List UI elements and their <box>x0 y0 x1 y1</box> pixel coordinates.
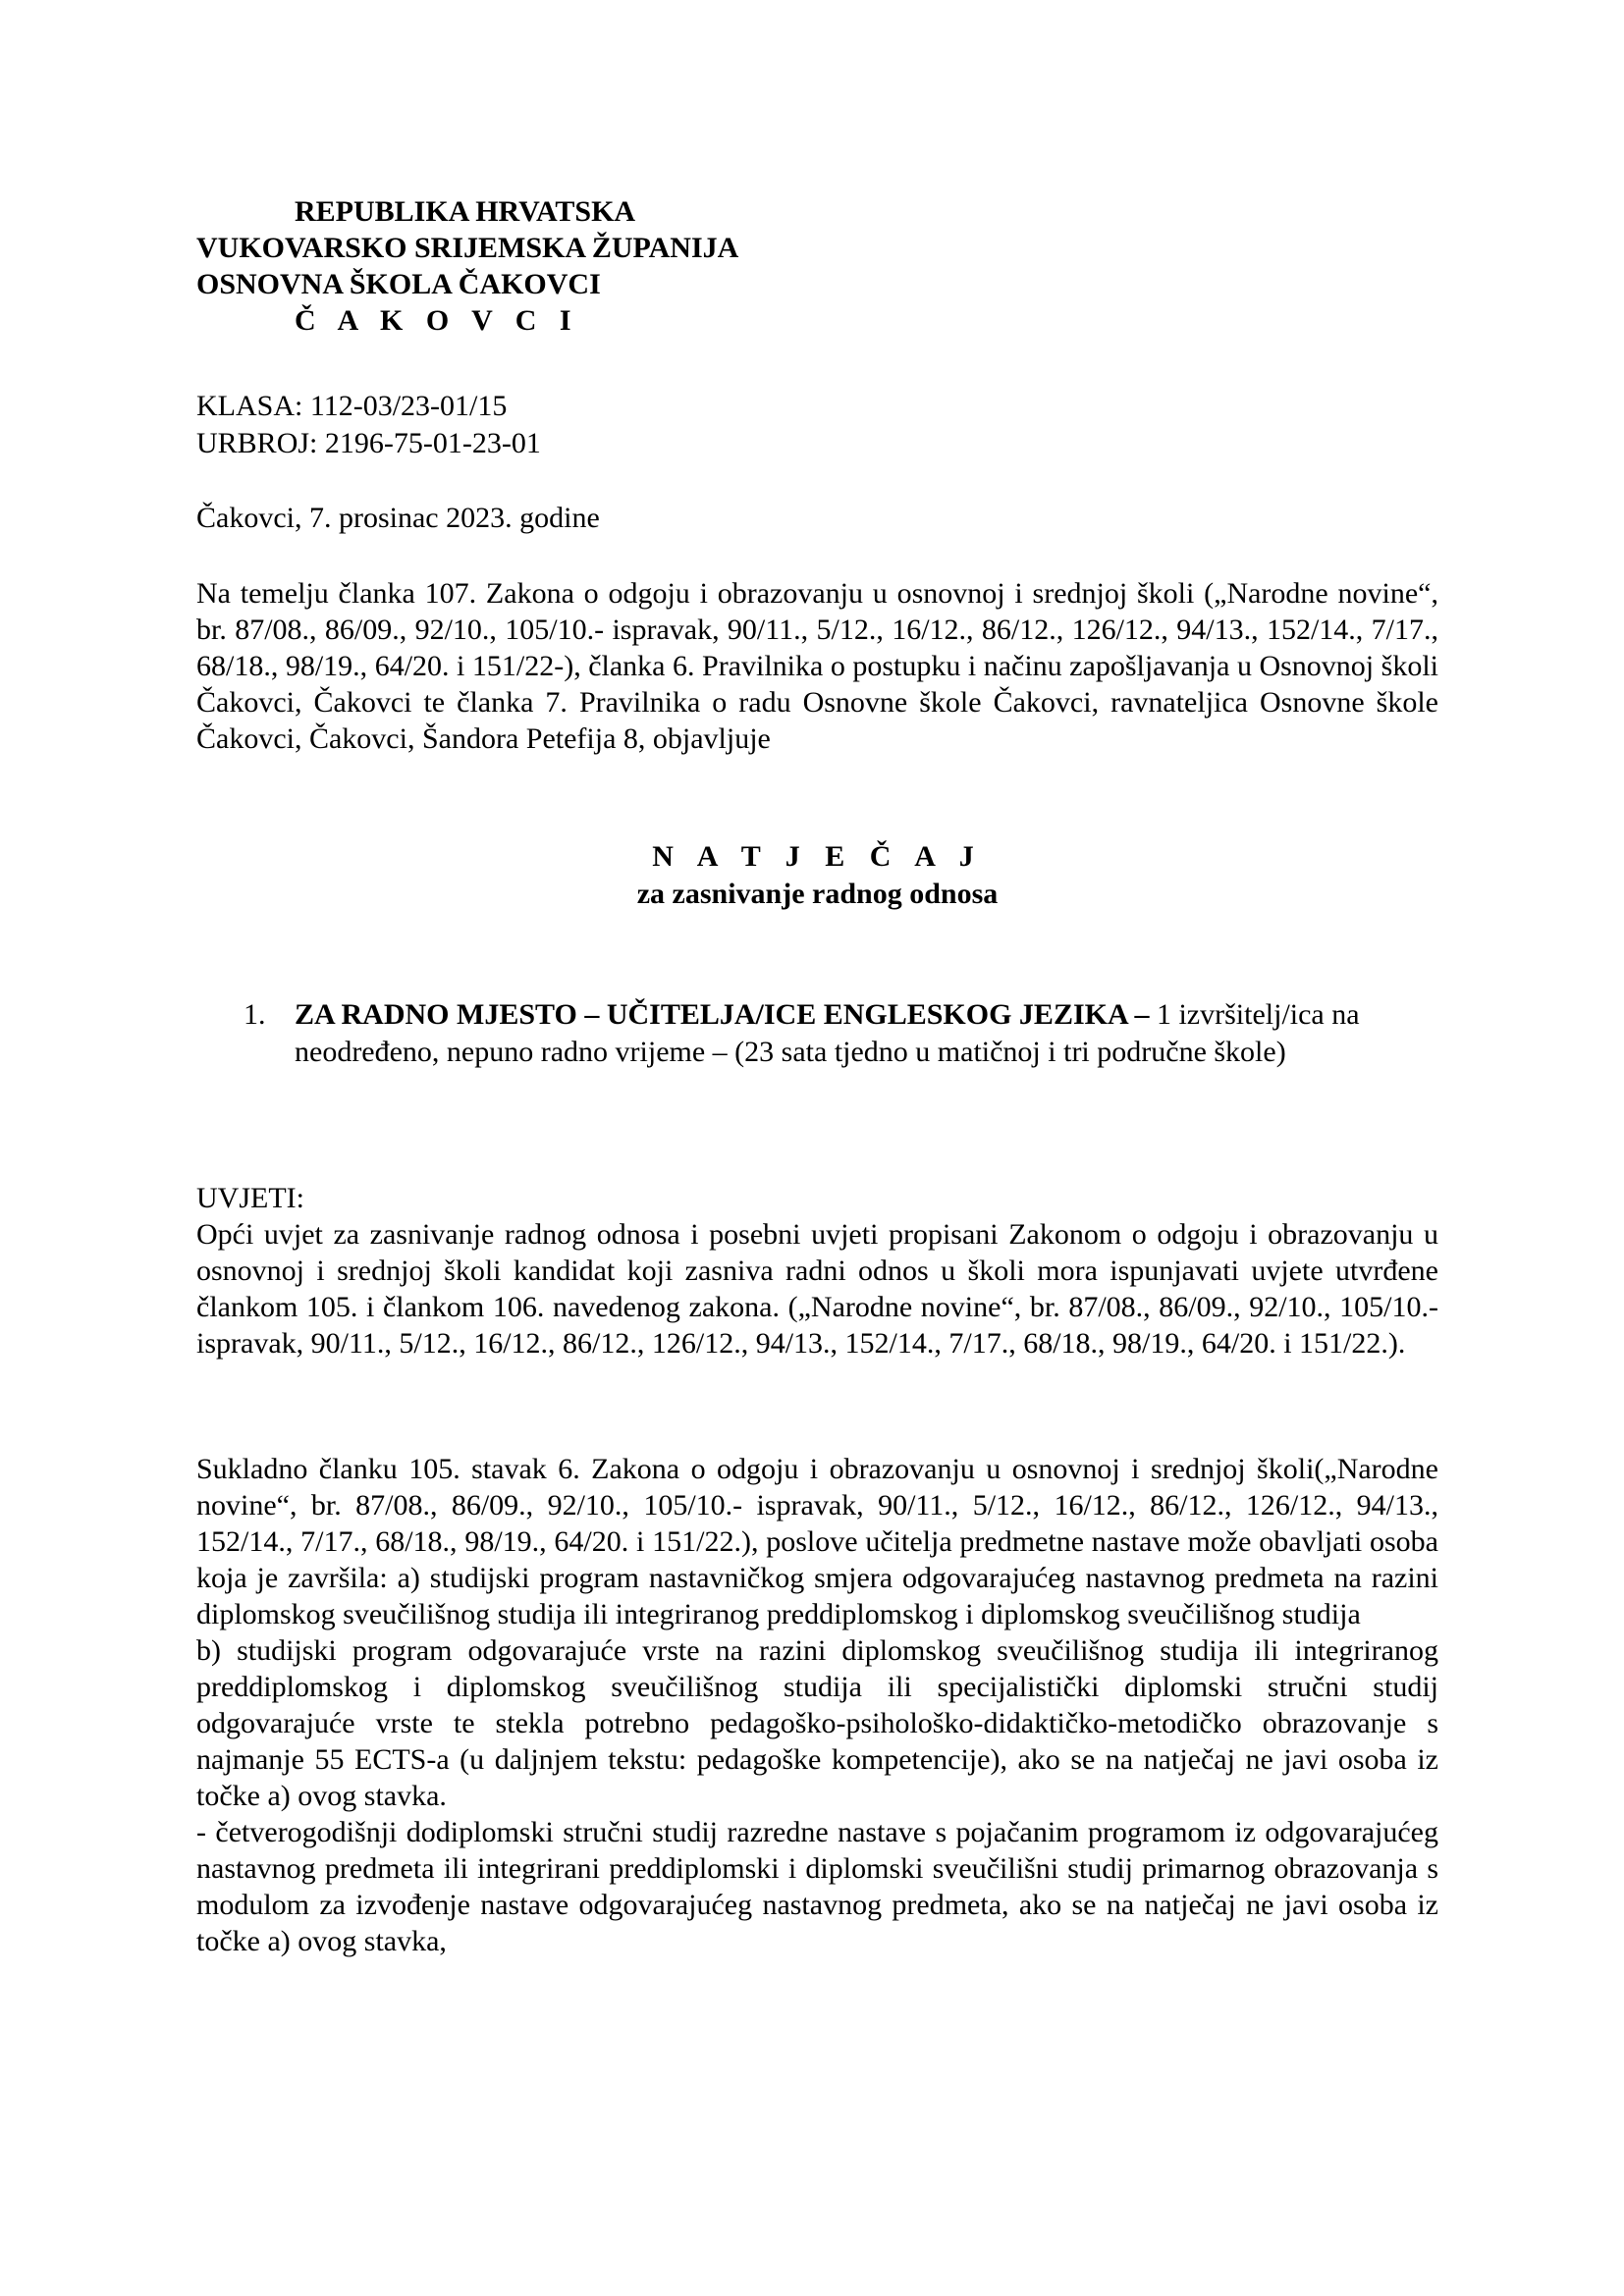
header-town: Č A K O V C I <box>295 304 579 337</box>
urbroj-line: URBROJ: 2196-75-01-23-01 <box>196 427 541 459</box>
position-title: ZA RADNO MJESTO – UČITELJA/ICE ENGLESKOG JEZIKA – <box>295 998 1150 1031</box>
article-105-paragraph-b: b) studijski program odgovarajuće vrste na razini diplomskog sveučilišnog studija ili integriranog preddiplomskog i diplomskog sveučilišnog studija ili specijalistički diplomski stručni studij odgovarajuće vrste te stekla potrebno pedagoško-psihološko-didaktičko-metodičko obrazovanje s najmanje 55 ECTS-a (u daljnjem tekstu: pedagoške kompetencije), ako se na natječaj ne javi osoba iz točke a) ovog stavka. <box>196 1634 1438 1812</box>
title-subtitle: za zasnivanje radnog odnosa <box>636 878 999 910</box>
position-number: 1. <box>244 998 266 1031</box>
header-county: VUKOVARSKO SRIJEMSKA ŽUPANIJA <box>196 232 739 264</box>
job-position-item <box>244 996 1438 1071</box>
title-main: N A T J E Č A J <box>652 840 983 873</box>
reference-block <box>196 388 982 462</box>
intro-paragraph: Na temelju članka 107. Zakona o odgoju i obrazovanju u osnovnoj i srednjoj školi („Narodne novine“, br. 87/08., 86/09., 92/10., 105/10.- ispravak, 90/11., 5/12., 16/12., 86/12., 126/12., 94/13., 152/14., 7/17., 68/18., 98/19., 64/20. i 151/22-), članka 6. Pravilnika o postupku i načinu zapošljavanja u Osnovnoj školi Čakovci, Čakovci te članka 7. Pravilnika o radu Osnovne škole Čakovci, ravnateljica Osnovne škole Čakovci, Čakovci, Šandora Petefija 8, objavljuje <box>196 577 1438 755</box>
document-header <box>196 193 982 339</box>
conditions-section <box>196 1180 1438 1362</box>
conditions-label: UVJETI: <box>196 1182 304 1214</box>
position-description <box>244 996 1438 1071</box>
header-school: OSNOVNA ŠKOLA ČAKOVCI <box>196 268 601 300</box>
klasa-line: KLASA: 112-03/23-01/15 <box>196 390 508 422</box>
article-105-paragraph-c: - četverogodišnji dodiplomski stručni studij razredne nastave s pojačanim programom iz odgovarajućeg nastavnog predmeta ili integrirani preddiplomski i diplomski sveučilišni studij primarnog obrazovanja s modulom za izvođenje nastave odgovarajućeg nastavnog predmeta, ako se na natječaj ne javi osoba iz točke a) ovog stavka, <box>196 1816 1438 1957</box>
conditions-text: Opći uvjet za zasnivanje radnog odnosa i posebni uvjeti propisani Zakonom o odgoju i obrazovanju u osnovnoj i srednjoj školi kandidat koji zasniva radni odnos u školi mora ispunjavati uvjete utvrđene člankom 105. i člankom 106. navedenog zakona. („Narodne novine“, br. 87/08., 86/09., 92/10., 105/10.- ispravak, 90/11., 5/12., 16/12., 86/12., 126/12., 94/13., 152/14., 7/17., 68/18., 98/19., 64/20. i 151/22.). <box>196 1218 1438 1360</box>
article-105-paragraph-a: Sukladno članku 105. stavak 6. Zakona o odgoju i obrazovanju u osnovnoj i srednjoj školi(„Narodne novine“, br. 87/08., 86/09., 92/10., 105/10.- ispravak, 90/11., 5/12., 16/12., 86/12., 126/12., 94/13., 152/14., 7/17., 68/18., 98/19., 64/20. i 151/22.), poslove učitelja predmetne nastave može obavljati osoba koja je završila: a) studijski program nastavničkog smjera odgovarajućeg nastavnog predmeta na razini diplomskog sveučilišnog studija ili integriranog preddiplomskog i diplomskog sveučilišnog studija <box>196 1453 1438 1630</box>
position-details: 1 izvršitelj/ica na neodređeno, nepuno radno vrijeme – (23 sata tjedno u matičnoj i tri područne škole) <box>295 998 1360 1068</box>
article-105-section <box>196 1451 1438 1959</box>
document-date: Čakovci, 7. prosinac 2023. godine <box>196 502 600 534</box>
document-title <box>196 838 1438 913</box>
header-republic: REPUBLIKA HRVATSKA <box>295 195 636 228</box>
